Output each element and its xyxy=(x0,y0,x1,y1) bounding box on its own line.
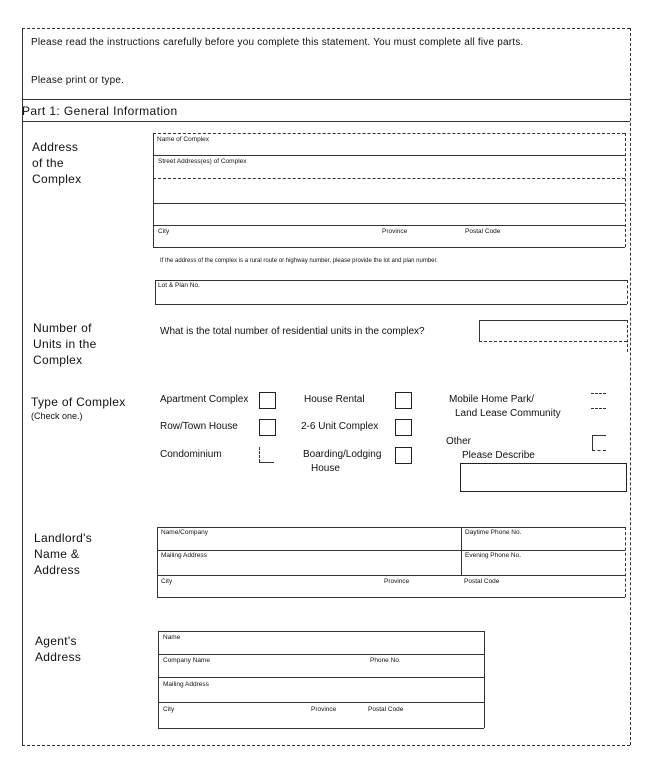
landlord-city-label: City xyxy=(161,578,173,585)
option-other-label: Other xyxy=(446,436,472,447)
option-2-6-unit-checkbox[interactable] xyxy=(395,419,412,436)
option-mobile-home-label-line1: Mobile Home Park/ xyxy=(449,394,535,405)
name-of-complex-field[interactable] xyxy=(153,133,625,155)
agent-city-label: City xyxy=(163,706,175,713)
agent-label-line2: Address xyxy=(35,650,82,664)
landlord-label-line1: Landlord's xyxy=(34,531,92,545)
units-count-input[interactable] xyxy=(479,320,627,341)
agent-company-name-label: Company Name xyxy=(163,657,210,664)
address-label-line1: Address xyxy=(32,140,79,154)
option-condominium-checkbox[interactable] xyxy=(259,447,274,462)
landlord-daytime-phone-field[interactable] xyxy=(461,527,625,550)
option-house-rental-checkbox[interactable] xyxy=(395,392,412,409)
type-section-label: Type of Complex xyxy=(31,395,126,409)
agent-province-label: Province xyxy=(311,706,337,713)
instructions-line-2: Please print or type. xyxy=(31,75,125,86)
option-mobile-home-label-line2: Land Lease Community xyxy=(455,408,561,419)
units-label-line2: Units in the xyxy=(33,337,97,351)
complex-city-bottom-rule xyxy=(153,247,625,248)
landlord-mailing-address-label: Mailing Address xyxy=(161,552,207,559)
frame-right-border xyxy=(630,28,631,745)
address-label-line3: Complex xyxy=(32,172,82,186)
other-describe-input[interactable] xyxy=(460,463,627,492)
complex-box-right xyxy=(625,133,626,247)
option-house-rental-label: House Rental xyxy=(304,394,365,405)
landlord-label-line2: Name & xyxy=(34,547,80,561)
part1-title: Part 1: General Information xyxy=(22,104,178,118)
frame-top-border xyxy=(22,28,630,29)
part1-top-rule xyxy=(22,99,630,100)
street-address-field[interactable] xyxy=(153,155,625,225)
option-boarding-checkbox[interactable] xyxy=(395,447,412,464)
type-section-sublabel: (Check one.) xyxy=(31,411,83,421)
units-label-line1: Number of xyxy=(33,321,92,335)
address-label-line2: of the xyxy=(32,156,64,170)
landlord-postal-code-label: Postal Code xyxy=(464,578,500,585)
lot-plan-top-rule xyxy=(155,280,627,281)
landlord-daytime-phone-label: Daytime Phone No. xyxy=(465,529,522,536)
option-apartment-checkbox[interactable] xyxy=(259,392,276,409)
agent-name-field[interactable] xyxy=(158,631,484,654)
agent-mailing-address-label: Mailing Address xyxy=(163,681,209,688)
street-address-label: Street Address(es) of Complex xyxy=(158,158,247,165)
option-apartment-label: Apartment Complex xyxy=(160,394,249,405)
units-question: What is the total number of residential units in the complex? xyxy=(160,326,425,337)
landlord-name-company-label: Name/Company xyxy=(161,529,208,536)
street-line-2 xyxy=(153,203,625,204)
landlord-section-label xyxy=(34,530,92,578)
agent-phone-field[interactable] xyxy=(368,654,484,677)
agent-phone-label: Phone No. xyxy=(370,657,401,664)
landlord-mailing-address-field[interactable] xyxy=(157,550,461,575)
option-boarding-label-line2: House xyxy=(311,463,340,474)
landlord-box-right xyxy=(625,527,626,597)
agent-mailing-address-field[interactable] xyxy=(158,677,484,702)
option-other-checkbox[interactable] xyxy=(592,435,606,450)
landlord-evening-phone-field[interactable] xyxy=(461,550,625,575)
agent-label-line1: Agent's xyxy=(35,634,77,648)
units-label-line3: Complex xyxy=(33,353,83,367)
landlord-evening-phone-label: Evening Phone No. xyxy=(465,552,522,559)
agent-company-name-field[interactable] xyxy=(158,654,368,677)
option-condominium-label: Condominium xyxy=(160,449,222,460)
option-mobile-home-checkbox[interactable] xyxy=(591,393,606,408)
address-section-label xyxy=(32,139,81,187)
landlord-label-line3: Address xyxy=(34,563,81,577)
landlord-city-field[interactable] xyxy=(157,575,625,597)
lot-plan-bottom-rule xyxy=(155,304,627,305)
agent-box-right xyxy=(484,631,485,728)
complex-city-label: City xyxy=(158,228,170,235)
frame-left-border xyxy=(22,28,23,745)
agent-section-label xyxy=(35,633,81,665)
lot-plan-label: Lot & Plan No. xyxy=(158,282,200,289)
landlord-name-company-field[interactable] xyxy=(157,527,461,550)
option-row-town-label: Row/Town House xyxy=(160,421,238,432)
option-row-town-checkbox[interactable] xyxy=(259,419,276,436)
agent-name-label: Name xyxy=(163,634,181,641)
please-describe-label: Please Describe xyxy=(462,450,535,461)
rural-route-note: If the address of the complex is a rural route or highway number, please provide the lot and plan number. xyxy=(160,258,438,264)
agent-city-field[interactable] xyxy=(158,702,484,728)
option-2-6-unit-label: 2-6 Unit Complex xyxy=(301,421,379,432)
landlord-province-label: Province xyxy=(384,578,410,585)
part1-bottom-rule xyxy=(22,121,630,122)
lot-plan-field[interactable] xyxy=(155,280,627,304)
frame-bottom-border xyxy=(22,745,630,746)
option-boarding-label-line1: Boarding/Lodging xyxy=(303,449,382,460)
complex-province-label: Province xyxy=(382,228,408,235)
name-of-complex-label: Name of Complex xyxy=(157,136,210,143)
lot-plan-left xyxy=(155,280,156,304)
agent-box-bottom xyxy=(158,728,484,729)
complex-box-top-rule xyxy=(153,133,625,134)
street-line-1 xyxy=(153,178,625,179)
agent-postal-code-label: Postal Code xyxy=(368,706,404,713)
units-section-label xyxy=(33,320,97,368)
complex-postal-code-label: Postal Code xyxy=(465,228,501,235)
landlord-box-bottom xyxy=(157,597,625,598)
instructions-line-1: Please read the instructions carefully before you complete this statement. You must complete all five parts. xyxy=(31,37,524,48)
lot-plan-right xyxy=(627,280,628,304)
